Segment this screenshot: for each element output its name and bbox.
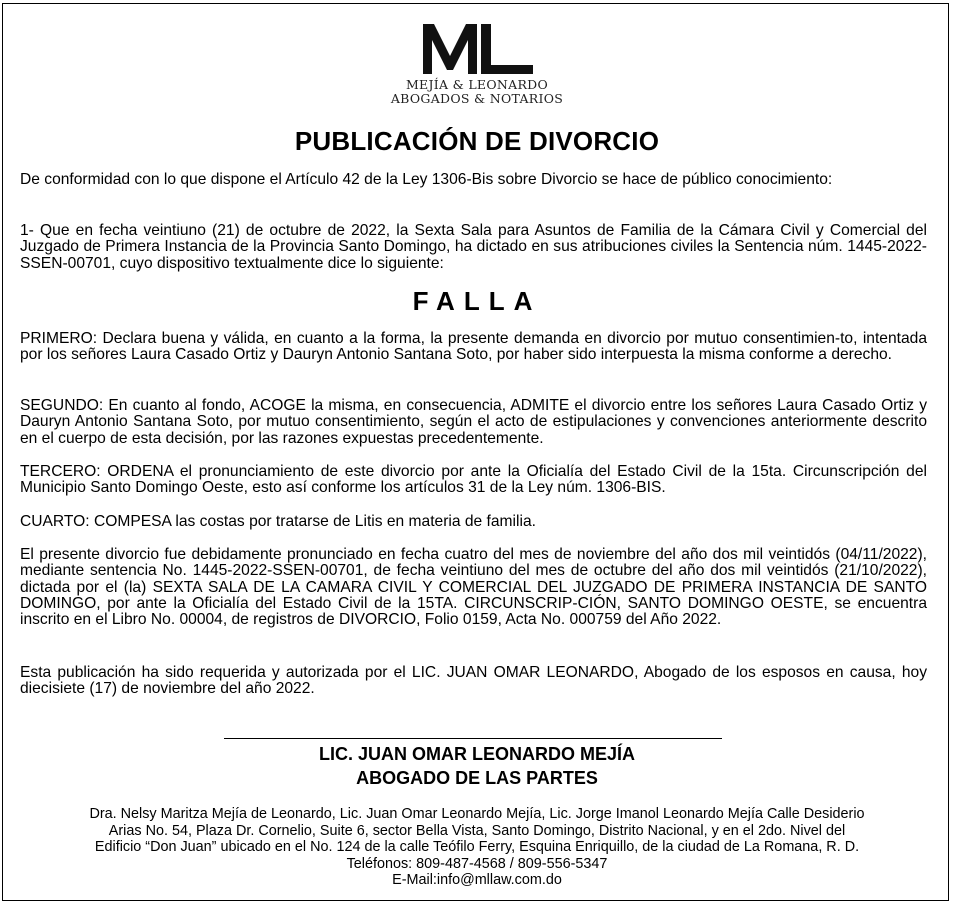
ml-monogram-logo [417, 18, 537, 78]
firm-name: MEJÍA & LEONARDO [405, 77, 549, 92]
footer-line-1: Dra. Nelsy Maritza Mejía de Leonardo, Lic. Juan Omar Leonardo Mejía, Lic. Jorge Imanol Leonardo Mejía Calle Desiderio [89, 806, 865, 822]
signature-line [224, 738, 722, 739]
footer-line-3: Edificio “Don Juan” ubicado en el No. 124 de la calle Teófilo Ferry, Esquina Enriquillo, de la ciudad de La Romana, R. D. [94, 839, 860, 855]
page-title: PUBLICACIÓN DE DIVORCIO [294, 126, 660, 156]
falla-heading: FALLA [412, 286, 542, 316]
authorization-paragraph: Esta publicación ha sido requerida y autorizada por el LIC. JUAN OMAR LEONARDO, Abogado de los esposos en causa, hoy diecisiete (17) de noviembre del año 2022. [20, 664, 927, 698]
footer-line-2: Arias No. 54, Plaza Dr. Cornelio, Suite 6, sector Bella Vista, Santo Domingo, Distrito Nacional, y en el 2do. Nivel del [108, 822, 846, 839]
firm-logo [0, 18, 954, 106]
signature-name: LIC. JUAN OMAR LEONARDO MEJÍA [318, 744, 635, 764]
signature-role: ABOGADO DE LAS PARTES [356, 768, 598, 788]
firm-subtitle: ABOGADOS & NOTARIOS [390, 91, 564, 106]
point-1-paragraph: 1- Que en fecha veintiuno (21) de octubre de 2022, la Sexta Sala para Asuntos de Familia de la Cámara Civil y Comercial del Juzgado de Primera Instancia de la Provincia Santo Domingo, ha dictado en sus atribuciones civiles la Sentencia núm. 1445-2022-SSEN-00701, cuyo dispositivo textualmente dice lo siguiente: [20, 222, 927, 272]
pronounced-paragraph: El presente divorcio fue debidamente pronunciado en fecha cuatro del mes de noviembre del año dos mil veintidós (04/11/2022), mediante sentencia No. 1445-2022-SSEN-00701, de fecha veintiuno del mes de octubre del año dos mil veintidós (21/10/2022), dictada por el (la) SEXTA SALA DE LA CAMARA CIVIL Y COMERCIAL DEL JUZGADO DE PRIMERA INSTANCIA DE SANTO DOMINGO, por ante la Oficialía del Estado Civil de la 15TA. CIRCUNSCRIP-CIÓN, SANTO DOMINGO OESTE, se encuentra inscrito en el Libro No. 00004, de registros de DIVORCIO, Folio 0159, Acta No. 000759 del Año 2022. [20, 546, 927, 629]
segundo-paragraph: SEGUNDO: En cuanto al fondo, ACOGE la misma, en consecuencia, ADMITE el divorcio entre los señores Laura Casado Ortiz y Dauryn Antonio Santana Soto, por mutuo consentimiento, según el acto de estipulaciones y convenciones anteriormente descrito en el cuerpo de esta decisión, por las razones expuestas precedentemente. [20, 397, 927, 447]
footer-email: E-Mail:info@mllaw.com.do [392, 872, 562, 888]
footer-phones: Teléfonos: 809-487-4568 / 809-556-5347 [346, 855, 608, 872]
tercero-paragraph: TERCERO: ORDENA el pronunciamiento de este divorcio por ante la Oficialía del Estado Civil de la 15ta. Circunscripción del Municipio Santo Domingo Oeste, esto así conforme los artículos 31 de la Ley núm. 1306-BIS. [20, 463, 927, 497]
intro-paragraph: De conformidad con lo que dispone el Artículo 42 de la Ley 1306-Bis sobre Divorcio se hace de público conocimiento: [20, 171, 833, 188]
primero-paragraph: PRIMERO: Declara buena y válida, en cuanto a la forma, la presente demanda en divorcio por mutuo consentimien-to, intentada por los señores Laura Casado Ortiz y Dauryn Antonio Santana Soto, por haber sido interpuesta la misma conforme a derecho. [20, 330, 927, 364]
contact-footer [18, 806, 936, 889]
cuarto-paragraph: CUARTO: COMPESA las costas por tratarse de Litis en materia de familia. [20, 513, 536, 530]
